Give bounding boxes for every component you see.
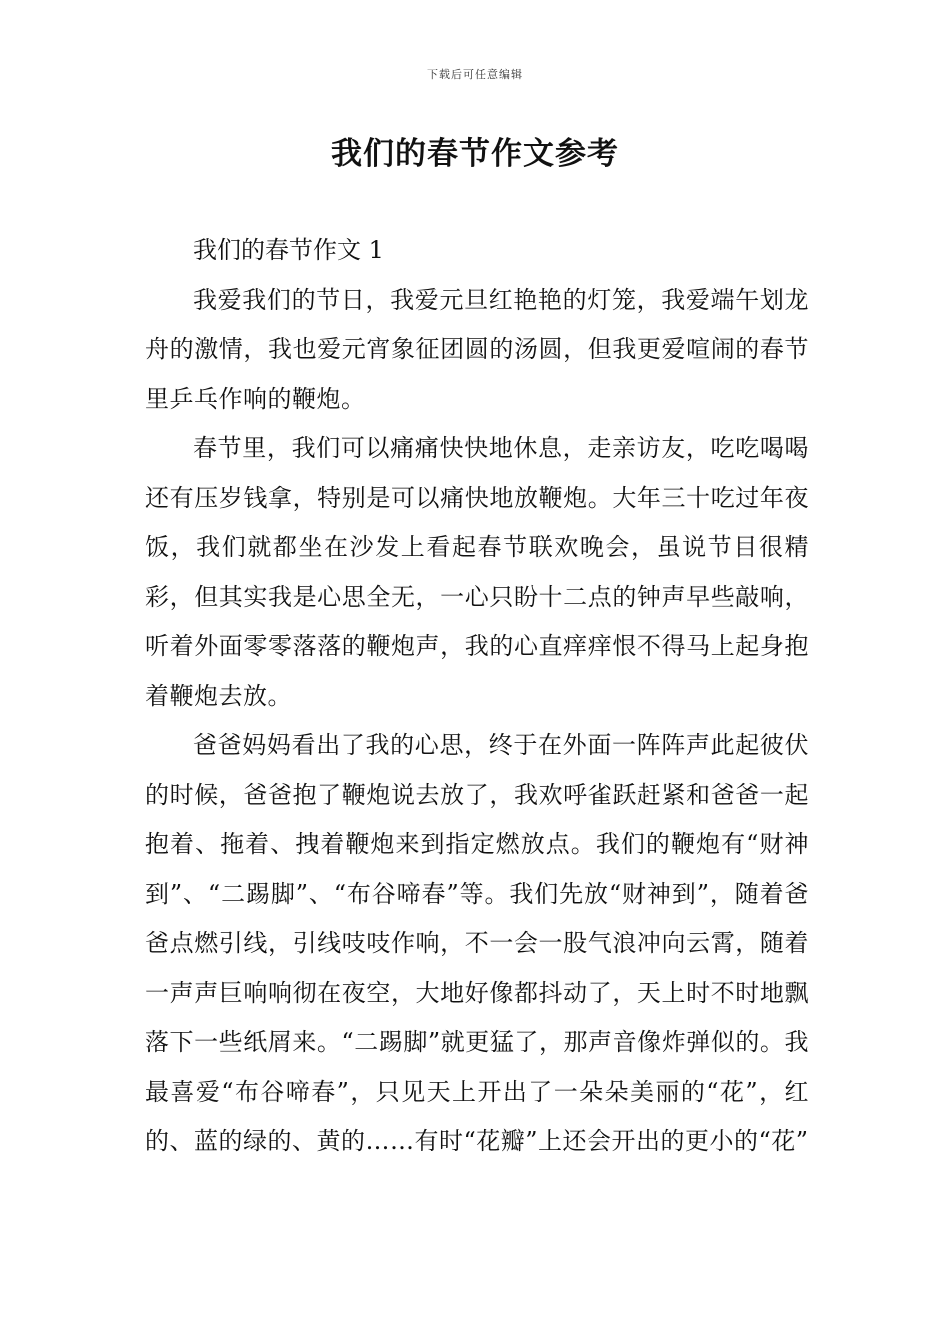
document-title: 我们的春节作文参考	[331, 136, 619, 172]
header-note: 下载后可任意编辑	[427, 68, 523, 81]
paragraph-2: 春节里，我们可以痛痛快快地休息，走亲访友，吃吃喝喝还有压岁钱拿，特别是可以痛快地放鞭炮。大年三十吃过年夜饭，我们就都坐在沙发上看起春节联欢晚会，虽说节目很精彩，但其实我是心思全无，一心只盼十二点的钟声早些敲响，听着外面零零落落的鞭炮声，我的心直痒痒恨不得马上起身抱着鞭炮去放。	[145, 434, 809, 710]
paragraph-3: 爸爸妈妈看出了我的心思，终于在外面一阵阵声此起彼伏的时候，爸爸抱了鞭炮说去放了，我欢呼雀跃赶紧和爸爸一起抱着、拖着、拽着鞭炮来到指定燃放点。我们的鞭炮有“财神到”、“二踢脚”、“布谷啼春”等。我们先放“财神到”，随着爸爸点燃引线，引线吱吱作响，不一会一股气浪冲向云霄，随着一声声巨响响彻在夜空，大地好像都抖动了，天上时不时地飘落下一些纸屑来。“二踢脚”就更猛了，那声音像炸弹似的。我最喜爱“布谷啼春”，只见天上开出了一朵朵美丽的“花”，红的、蓝的绿的、黄的……有时“花瓣”上还会开出的更小的“花”	[145, 731, 809, 1155]
document-body	[145, 226, 809, 1167]
paragraph-1: 我爱我们的节日，我爱元旦红艳艳的灯笼，我爱端午划龙舟的激情，我也爱元宵象征团圆的汤圆，但我更爱喧闹的春节里乒乓作响的鞭炮。	[145, 285, 809, 413]
section-heading: 我们的春节作文 1	[193, 236, 384, 264]
